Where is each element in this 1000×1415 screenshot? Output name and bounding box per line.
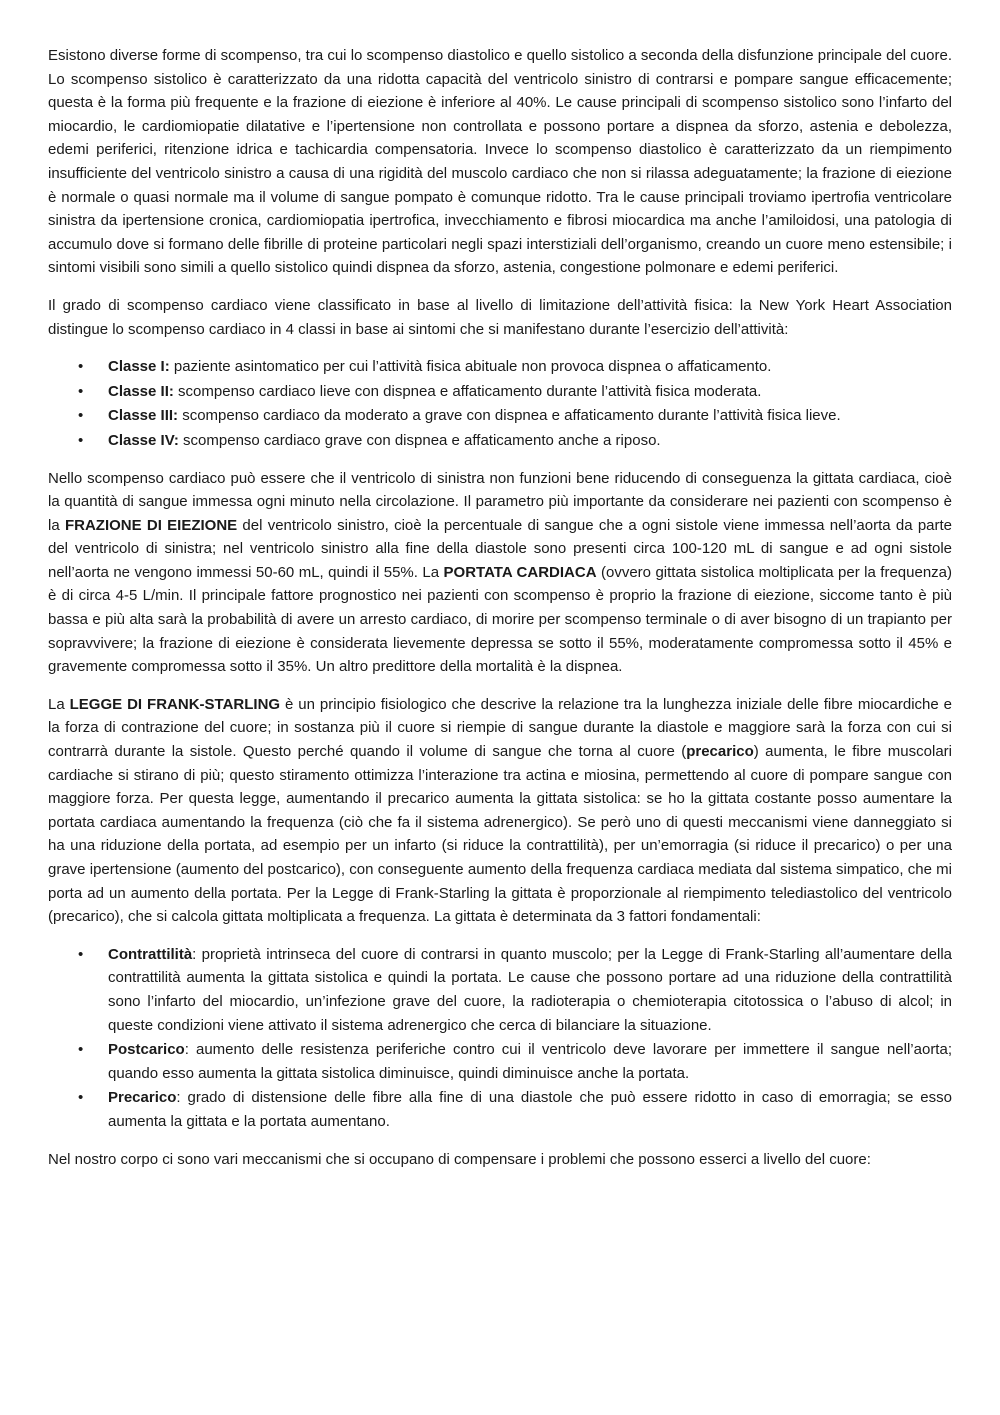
factor-label: Precarico	[108, 1089, 177, 1107]
bullet-icon: •	[78, 1089, 84, 1107]
list-item	[78, 1086, 952, 1133]
text-run: è un principio fisiologico che descrive la relazione tra la lunghezza iniziale delle fibre miocardiche e la forza di contrazione del cuore; in sostanza più il cuore si riempie di sangue durante la diastole e maggiore sarà la forza con cui si contrarrà durante la sistole. Questo perché quando il volume di sangue che torna al cuore (	[48, 695, 952, 761]
factor-label: Contrattilità	[108, 945, 193, 963]
list-item	[78, 355, 952, 379]
list-item	[78, 943, 952, 1037]
paragraph-heart-failure-forms: Esistono diverse forme di scompenso, tra cui lo scompenso diastolico e quello sistolico a seconda della disfunzione principale del cuore. Lo scompenso sistolico è caratterizzato da una ridotta capacità del ventricolo sinistro di contrarsi e pompare sangue efficacemente; questa è la forma più frequente e la frazione di eiezione è inferiore al 40%. Le cause principali di scompenso sistolico sono l’infarto del miocardio, le cardiomiopatie dilatative e l’ipertensione non controllata e possono portare a dispnea da sforzo, astenia e debolezza, edemi periferici, ritenzione idrica e tachicardia compensatoria. Invece lo scompenso diastolico è caratterizzato da un riempimento insufficiente del ventricolo sinistro a causa di una rigidità del muscolo cardiaco che non si rilassa adeguatamente; la frazione di eiezione è normale o quasi normale ma il volume di sangue pompato è comunque ridotto. Tra le cause principali troviamo ipertrofia ventricolare sinistra da ipertensione cronica, cardiomiopatia ipertrofica, invecchiamento e fibrosi miocardica ma anche l’amiloidosi, una patologia di accumulo dove si formano delle fibrille di proteine particolari negli spazi interstiziali dell’organismo, creando un cuore meno estensibile; i sintomi visibili sono simili a quello sistolico quindi dispnea da sforzo, astenia, congestione polmonare e edemi periferici.	[48, 47, 952, 277]
bullet-icon: •	[78, 382, 84, 400]
term-ejection-fraction: FRAZIONE DI EIEZIONE	[64, 516, 238, 534]
class-label: Classe II:	[108, 382, 174, 400]
text-run: del ventricolo sinistro, cioè la percentuale di sangue che a ogni sistole viene immessa nell’aorta da parte del ventricolo di sinistra; nel ventricolo sinistro alla fine della diastole sono presenti circa 100-120 mL di sangue e ad ogni sistole nell’aorta ne vengono immessi 50-60 mL, quindi il 55%. La	[48, 516, 953, 581]
class-description: scompenso cardiaco da moderato a grave con dispnea e affaticamento durante l’attività fisica lieve.	[178, 407, 841, 425]
list-item	[78, 429, 952, 453]
paragraph-ejection-fraction	[48, 467, 952, 679]
bullet-icon: •	[78, 945, 84, 963]
bullet-icon: •	[78, 358, 84, 376]
paragraph-nyha-classification: Il grado di scompenso cardiaco viene classificato in base al livello di limitazione dell’attività fisica: la New York Heart Association distingue lo scompenso cardiaco in 4 classi in base ai sintomi che si manifestano durante l’esercizio dell’attività:	[48, 296, 952, 338]
text-run: La	[48, 695, 70, 713]
paragraph-frank-starling	[48, 693, 952, 929]
text-run: (ovvero gittata sistolica moltiplicata per la frequenza) è di circa 4-5 L/min. Il principale fattore prognostico nei pazienti con scompenso è proprio la frazione di eiezione, siccome tanto è più bassa e più alta sarà la probabilità di avere un arresto cardiaco, di morire per scompenso terminale o di aver bisogno di un trapianto per sopravvivere; la frazione di eiezione è considerata lievemente depressa se sotto il 55%, moderatamente compromessa sotto il 45% e gravemente compromessa sotto il 35%. Un altro predittore della mortalità è la dispnea.	[48, 563, 953, 676]
list-item	[78, 404, 952, 428]
paragraph-compensation-mechanisms: Nel nostro corpo ci sono vari meccanismi che si occupano di compensare i problemi che possono esserci a livello del cuore:	[48, 1150, 871, 1168]
class-description: scompenso cardiaco lieve con dispnea e affaticamento durante l’attività fisica moderata.	[173, 382, 762, 400]
bullet-icon: •	[78, 1041, 84, 1059]
nyha-class-list	[48, 355, 952, 452]
class-description: paziente asintomatico per cui l’attività fisica abituale non provoca dispnea o affaticamento.	[169, 358, 772, 376]
class-description: scompenso cardiaco grave con dispnea e affaticamento anche a riposo.	[178, 431, 661, 449]
factor-description: : aumento delle resistenza periferiche contro cui il ventricolo deve lavorare per immettere il sangue nell’aorta; quando esso aumenta la gittata sistolica diminuisce, quindi diminuisce anche la portata.	[108, 1041, 952, 1082]
class-label: Classe I:	[108, 358, 170, 376]
factor-description: : proprietà intrinseca del cuore di contrarsi in quanto muscolo; per la Legge di Frank-Starling all’aumentare della contrattilità aumenta la gittata sistolica e quindi la portata. Le cause che possono portare ad una riduzione della contrattilità sono l’infarto del miocardio, un’infezione grave del cuore, la radioterapia o chemioterapia citotossica o l’abuso di alcol; in queste condizioni viene attivato il sistema adrenergico che cerca di bilanciare la situazione.	[108, 945, 952, 1034]
text-run: ) aumenta, le fibre muscolari cardiache si stirano di più; questo stiramento ottimizza l’interazione tra actina e miosina, permettendo al cuore di pompare sangue con maggiore forza. Per questa legge, aumentando il precarico aumenta la gittata sistolica: se ho la gittata costante posso aumentare la portata cardiaca aumentando la frequenza (ciò che fa il sistema adrenergico). Se però uno di questi meccanismi viene danneggiato si ha una riduzione della portata, ad esempio per un infarto (si riduce la contrattilità), per un’emorragia (si riduce il precarico) o per una grave ipertensione (aumento del postcarico), con conseguente aumento della frequenza cardiaca mediata dal sistema simpatico, che mi porta ad un aumento della portata. Per la Legge di Frank-Starling la gittata è proporzionale al riempimento telediastolico del ventricolo (precarico), che si calcola gittata moltiplicata a frequenza. La gittata è determinata da 3 fattori fondamentali:	[48, 743, 952, 926]
text-run: Nello scompenso cardiaco può essere che il ventricolo di sinistra non funzioni bene riducendo di conseguenza la gittata cardiaca, cioè la quantità di sangue immessa ogni minuto nella circolazione. Il parametro più importante da considerare nei pazienti con scompenso è la	[48, 469, 952, 534]
list-item	[78, 380, 952, 404]
factor-label: Postcarico	[108, 1041, 185, 1059]
class-label: Classe III:	[108, 407, 179, 425]
bullet-icon: •	[78, 431, 84, 449]
bullet-icon: •	[78, 407, 84, 425]
term-cardiac-output: PORTATA CARDIACA	[443, 563, 597, 581]
factor-description: : grado di distensione delle fibre alla fine di una diastole che può essere ridotto in caso di emorragia; se esso aumenta la gittata e la portata aumentano.	[108, 1089, 952, 1130]
stroke-volume-factor-list	[48, 943, 952, 1134]
term-preload: precarico	[686, 743, 754, 761]
term-frank-starling-law: LEGGE DI FRANK-STARLING	[69, 695, 281, 713]
list-item	[78, 1038, 952, 1085]
class-label: Classe IV:	[108, 431, 179, 449]
